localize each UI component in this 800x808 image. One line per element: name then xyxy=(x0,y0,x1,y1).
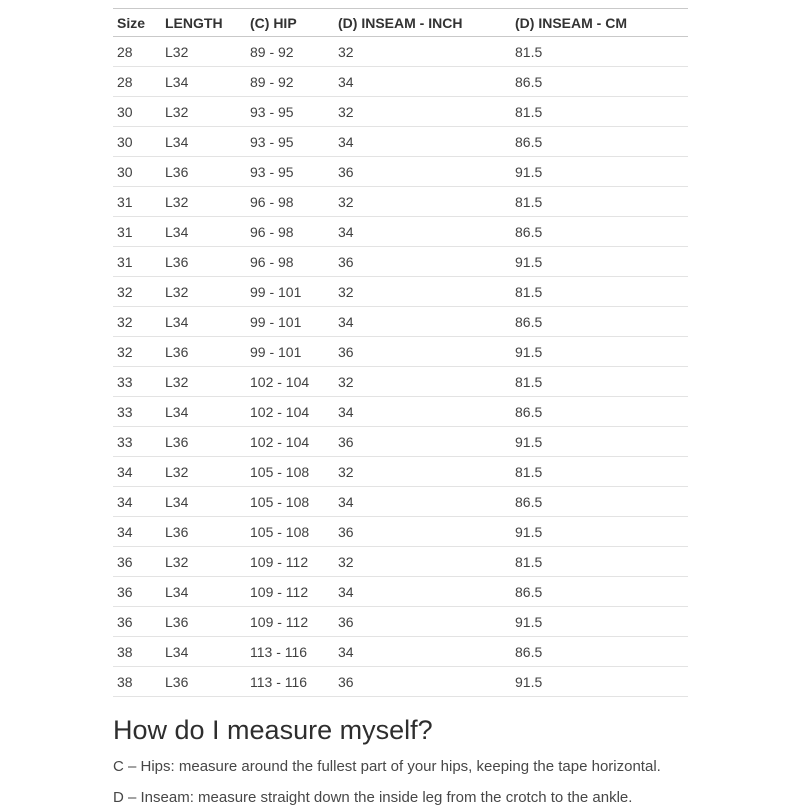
table-cell: 36 xyxy=(113,547,161,577)
table-cell: 36 xyxy=(334,667,511,697)
table-cell: L34 xyxy=(161,637,246,667)
table-cell: 96 - 98 xyxy=(246,187,334,217)
table-cell: 31 xyxy=(113,187,161,217)
table-cell: L34 xyxy=(161,397,246,427)
table-cell: L32 xyxy=(161,367,246,397)
measure-instruction-hips: C – Hips: measure around the fullest part of your hips, keeping the tape horizontal. xyxy=(113,758,661,775)
table-cell: 32 xyxy=(113,337,161,367)
table-cell: 36 xyxy=(334,157,511,187)
table-cell: L34 xyxy=(161,217,246,247)
table-cell: 113 - 116 xyxy=(246,637,334,667)
table-cell: 105 - 108 xyxy=(246,517,334,547)
table-row xyxy=(113,577,688,607)
table-cell: 36 xyxy=(113,577,161,607)
table-cell: 86.5 xyxy=(511,307,688,337)
table-cell: 33 xyxy=(113,427,161,457)
table-cell: 33 xyxy=(113,397,161,427)
table-row xyxy=(113,307,688,337)
table-cell: L32 xyxy=(161,187,246,217)
table-cell: 89 - 92 xyxy=(246,37,334,67)
table-row xyxy=(113,157,688,187)
table-cell: 86.5 xyxy=(511,637,688,667)
table-cell: 31 xyxy=(113,217,161,247)
table-cell: 105 - 108 xyxy=(246,487,334,517)
table-cell: 36 xyxy=(334,427,511,457)
table-row xyxy=(113,67,688,97)
size-guide-content xyxy=(113,8,688,808)
table-cell: 34 xyxy=(113,517,161,547)
table-cell: 36 xyxy=(113,607,161,637)
column-header: (C) HIP xyxy=(246,9,334,37)
table-row xyxy=(113,337,688,367)
table-cell: 30 xyxy=(113,157,161,187)
size-chart-header xyxy=(113,9,688,37)
table-cell: 31 xyxy=(113,247,161,277)
table-cell: 32 xyxy=(334,367,511,397)
table-cell: 34 xyxy=(334,637,511,667)
table-cell: 113 - 116 xyxy=(246,667,334,697)
size-chart-body xyxy=(113,37,688,697)
table-cell: L36 xyxy=(161,157,246,187)
table-row xyxy=(113,247,688,277)
table-cell: 34 xyxy=(334,577,511,607)
table-cell: 34 xyxy=(334,67,511,97)
table-cell: L32 xyxy=(161,37,246,67)
table-cell: 93 - 95 xyxy=(246,97,334,127)
table-cell: L32 xyxy=(161,457,246,487)
table-cell: 81.5 xyxy=(511,547,688,577)
table-cell: L36 xyxy=(161,427,246,457)
table-cell: 91.5 xyxy=(511,427,688,457)
table-row xyxy=(113,547,688,577)
table-row xyxy=(113,457,688,487)
table-cell: 86.5 xyxy=(511,487,688,517)
table-cell: 89 - 92 xyxy=(246,67,334,97)
table-cell: 91.5 xyxy=(511,517,688,547)
table-cell: 86.5 xyxy=(511,577,688,607)
column-header: Size xyxy=(113,9,161,37)
table-cell: L36 xyxy=(161,247,246,277)
table-row xyxy=(113,367,688,397)
table-cell: 86.5 xyxy=(511,397,688,427)
table-cell: 102 - 104 xyxy=(246,367,334,397)
table-cell: 99 - 101 xyxy=(246,337,334,367)
table-cell: 86.5 xyxy=(511,217,688,247)
table-cell: 102 - 104 xyxy=(246,427,334,457)
table-row xyxy=(113,427,688,457)
table-cell: 38 xyxy=(113,637,161,667)
table-cell: 81.5 xyxy=(511,457,688,487)
table-cell: 102 - 104 xyxy=(246,397,334,427)
table-cell: 81.5 xyxy=(511,277,688,307)
table-cell: 91.5 xyxy=(511,337,688,367)
table-cell: 30 xyxy=(113,127,161,157)
table-cell: L32 xyxy=(161,97,246,127)
table-cell: 109 - 112 xyxy=(246,547,334,577)
measure-instruction-inseam: D – Inseam: measure straight down the inside leg from the crotch to the ankle. xyxy=(113,789,633,806)
table-cell: L34 xyxy=(161,577,246,607)
table-row xyxy=(113,667,688,697)
table-cell: 28 xyxy=(113,67,161,97)
table-cell: 81.5 xyxy=(511,367,688,397)
table-row xyxy=(113,277,688,307)
table-cell: L36 xyxy=(161,667,246,697)
table-cell: 99 - 101 xyxy=(246,277,334,307)
size-chart-table xyxy=(113,8,688,697)
table-cell: 99 - 101 xyxy=(246,307,334,337)
table-cell: L36 xyxy=(161,517,246,547)
table-cell: 96 - 98 xyxy=(246,247,334,277)
table-cell: L34 xyxy=(161,307,246,337)
table-cell: 28 xyxy=(113,37,161,67)
table-cell: 91.5 xyxy=(511,667,688,697)
table-cell: 91.5 xyxy=(511,247,688,277)
table-cell: L32 xyxy=(161,547,246,577)
table-cell: 36 xyxy=(334,247,511,277)
table-cell: 86.5 xyxy=(511,67,688,97)
table-cell: 32 xyxy=(113,307,161,337)
table-cell: 105 - 108 xyxy=(246,457,334,487)
table-row xyxy=(113,187,688,217)
table-row xyxy=(113,217,688,247)
table-row xyxy=(113,37,688,67)
table-cell: 32 xyxy=(113,277,161,307)
table-cell: L34 xyxy=(161,127,246,157)
table-row xyxy=(113,127,688,157)
table-cell: 34 xyxy=(113,457,161,487)
table-cell: 34 xyxy=(334,397,511,427)
table-cell: 81.5 xyxy=(511,97,688,127)
table-cell: 33 xyxy=(113,367,161,397)
table-cell: 32 xyxy=(334,457,511,487)
table-row xyxy=(113,397,688,427)
table-cell: 32 xyxy=(334,37,511,67)
column-header: (D) INSEAM - INCH xyxy=(334,9,511,37)
table-cell: 34 xyxy=(334,127,511,157)
table-cell: L36 xyxy=(161,607,246,637)
table-cell: 36 xyxy=(334,337,511,367)
table-row xyxy=(113,487,688,517)
table-row xyxy=(113,607,688,637)
table-cell: 81.5 xyxy=(511,37,688,67)
table-row xyxy=(113,517,688,547)
table-cell: 34 xyxy=(113,487,161,517)
table-cell: 86.5 xyxy=(511,127,688,157)
table-cell: 30 xyxy=(113,97,161,127)
table-cell: L34 xyxy=(161,487,246,517)
table-cell: 93 - 95 xyxy=(246,127,334,157)
table-cell: 109 - 112 xyxy=(246,577,334,607)
table-cell: 34 xyxy=(334,217,511,247)
table-cell: 91.5 xyxy=(511,607,688,637)
table-row xyxy=(113,637,688,667)
table-cell: 36 xyxy=(334,517,511,547)
table-cell: 109 - 112 xyxy=(246,607,334,637)
measure-section-heading: How do I measure myself? xyxy=(113,715,433,745)
table-cell: L36 xyxy=(161,337,246,367)
table-cell: 91.5 xyxy=(511,157,688,187)
table-cell: L34 xyxy=(161,67,246,97)
table-cell: 34 xyxy=(334,487,511,517)
table-cell: 38 xyxy=(113,667,161,697)
column-header: (D) INSEAM - CM xyxy=(511,9,688,37)
table-cell: 32 xyxy=(334,187,511,217)
table-cell: 32 xyxy=(334,97,511,127)
table-cell: 32 xyxy=(334,547,511,577)
table-cell: 81.5 xyxy=(511,187,688,217)
table-cell: 32 xyxy=(334,277,511,307)
table-cell: 96 - 98 xyxy=(246,217,334,247)
table-cell: 93 - 95 xyxy=(246,157,334,187)
table-cell: 36 xyxy=(334,607,511,637)
table-row xyxy=(113,97,688,127)
column-header: LENGTH xyxy=(161,9,246,37)
table-cell: L32 xyxy=(161,277,246,307)
size-chart-header-row xyxy=(113,9,688,37)
table-cell: 34 xyxy=(334,307,511,337)
